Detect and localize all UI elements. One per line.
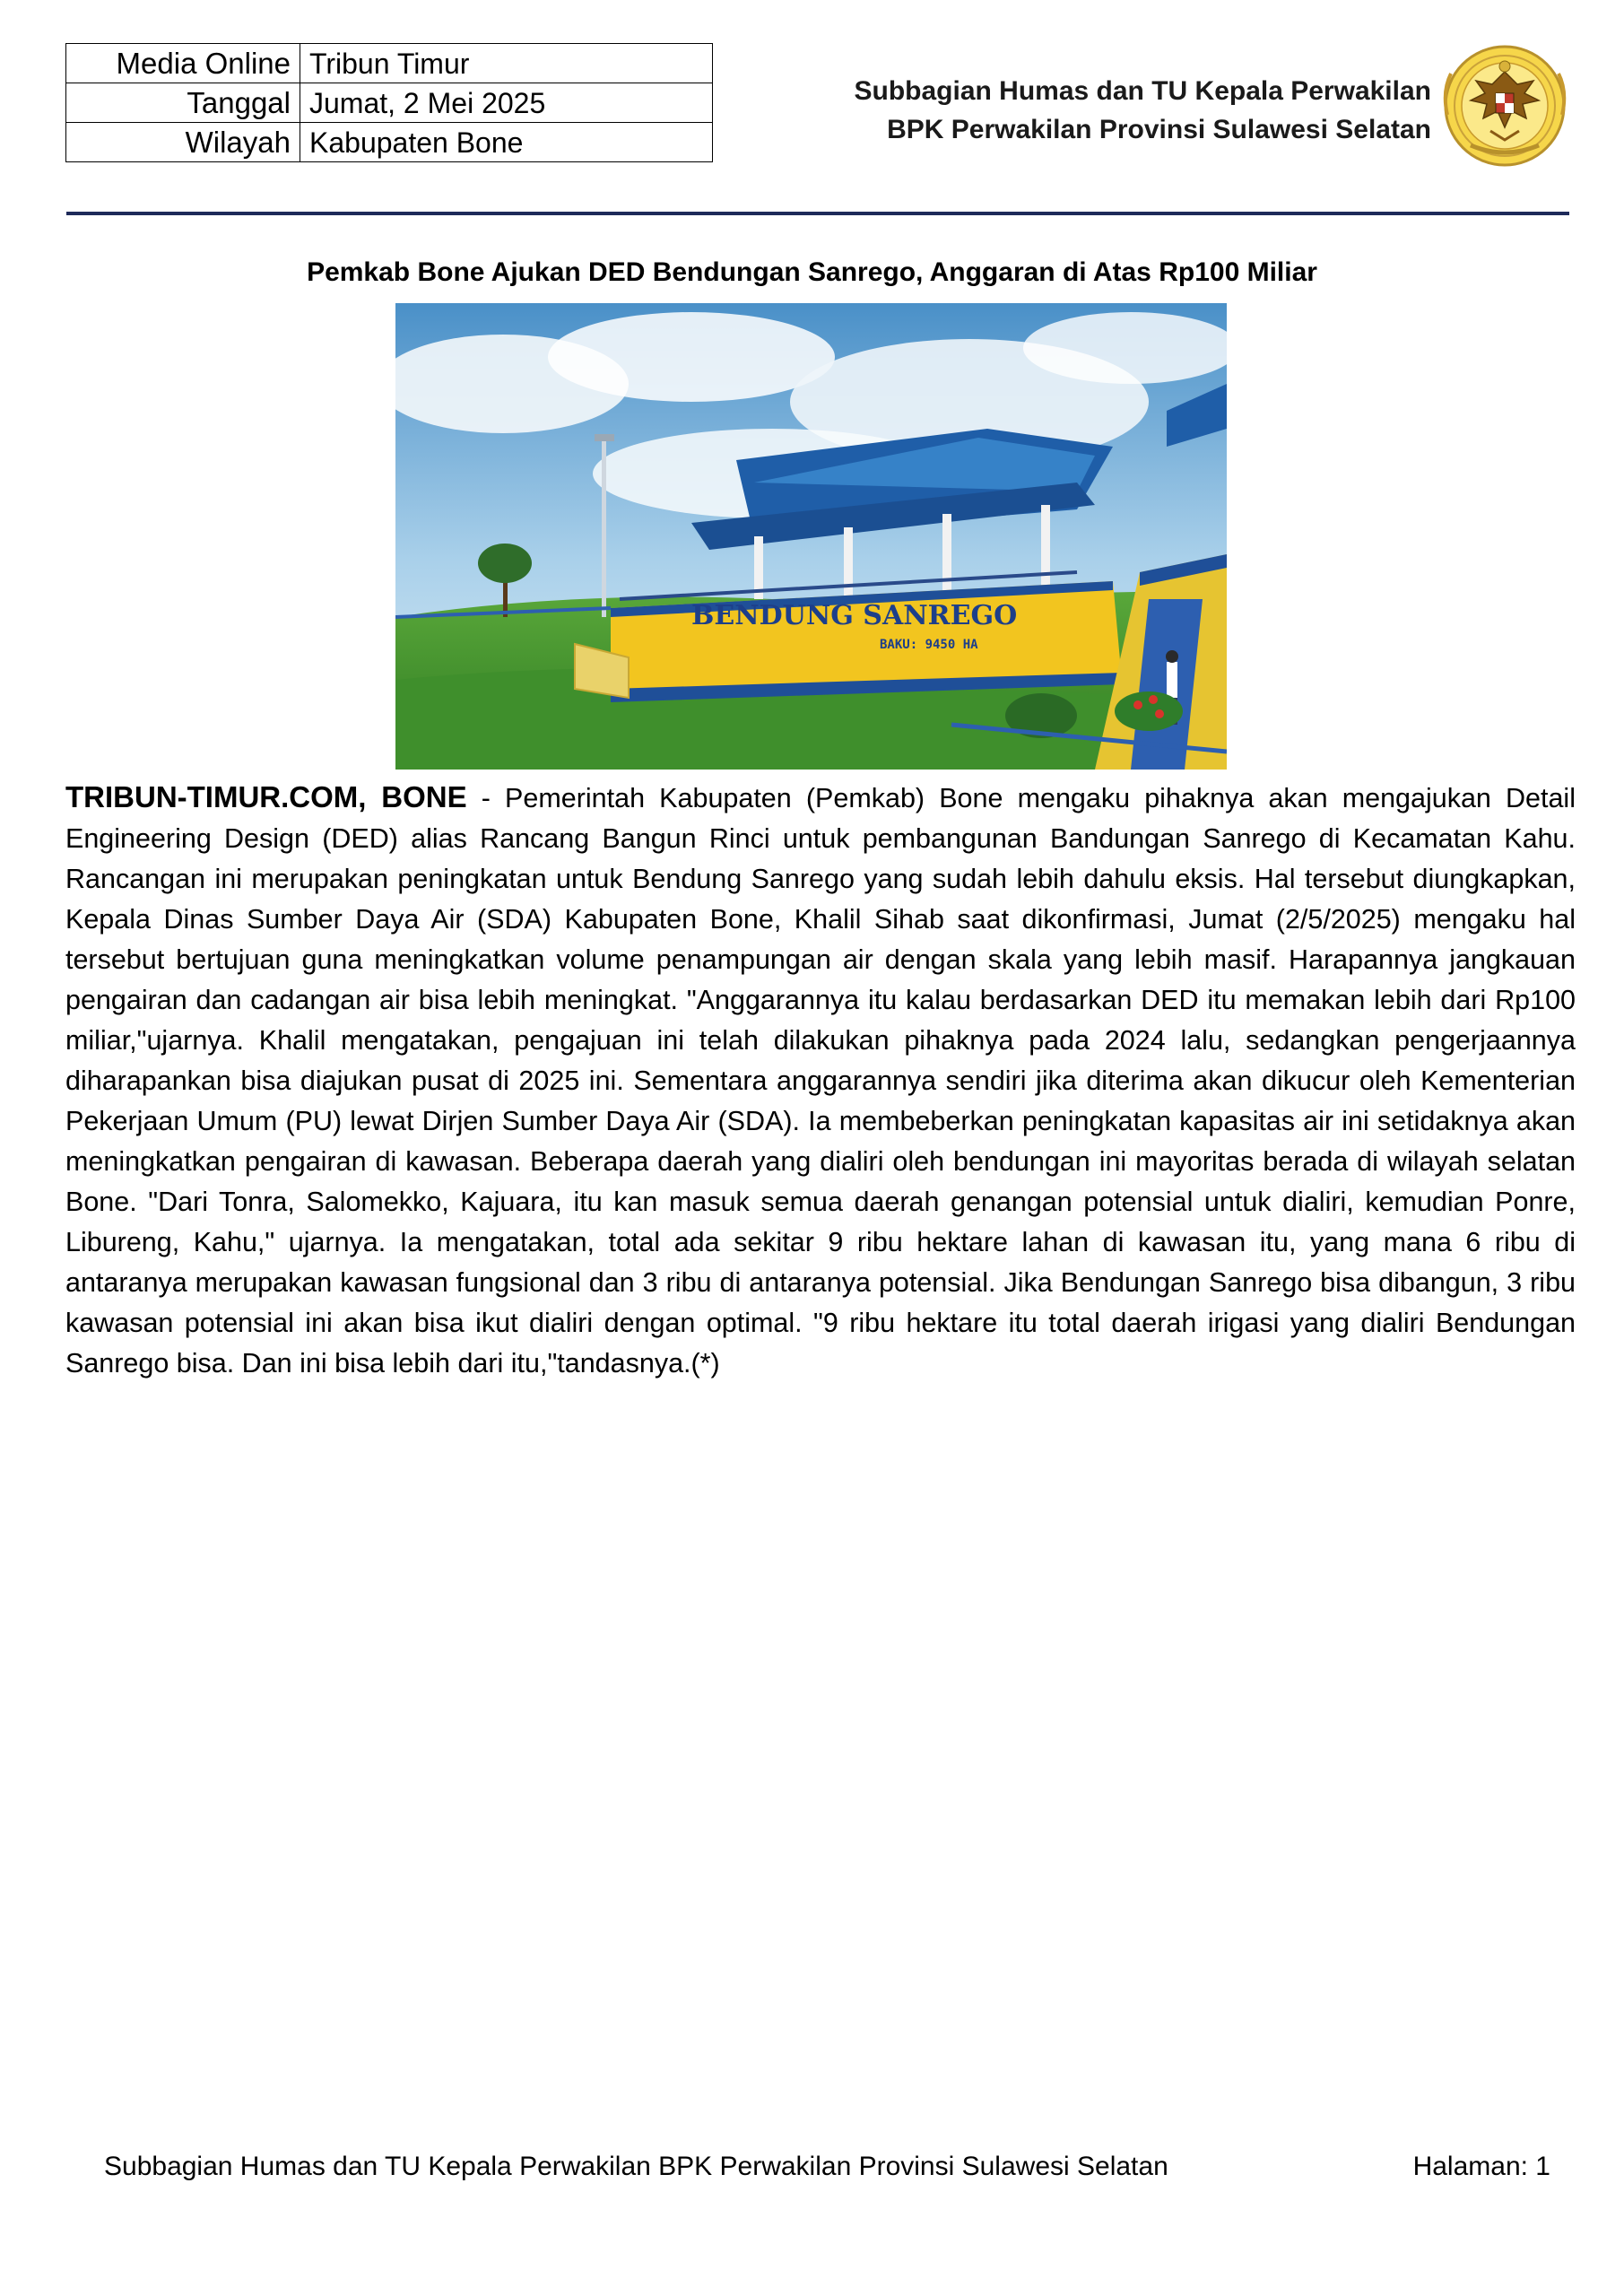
metadata-table bbox=[65, 43, 713, 162]
metadata-row-date bbox=[66, 83, 713, 123]
metadata-row-media bbox=[66, 44, 713, 83]
metadata-label: Wilayah bbox=[66, 123, 300, 162]
article-title: Pemkab Bone Ajukan DED Bendungan Sanrego, Anggaran di Atas Rp100 Miliar bbox=[307, 257, 1317, 287]
organization-header bbox=[854, 72, 1431, 149]
metadata-value: Kabupaten Bone bbox=[300, 123, 713, 162]
organization-line-2: BPK Perwakilan Provinsi Sulawesi Selatan bbox=[887, 115, 1431, 144]
metadata-label: Media Online bbox=[66, 44, 300, 83]
header-divider bbox=[66, 212, 1569, 215]
bpk-emblem-icon bbox=[1435, 38, 1575, 172]
article-dateline: TRIBUN-TIMUR.COM, BONE bbox=[65, 780, 467, 813]
article-photo bbox=[395, 303, 1227, 770]
article-text: - Pemerintah Kabupaten (Pemkab) Bone mengaku pihaknya akan mengajukan Detail Engineering Design (DED) alias Rancang Bangun Rinci untuk pembangunan Bandungan Sanrego di Kecamatan Kahu. Rancangan ini merupakan peningkatan untuk Bendung Sanrego yang sudah lebih dahulu eksis. Hal tersebut diungkapkan, Kepala Dinas Sumber Daya Air (SDA) Kabupaten Bone, Khalil Sihab saat dikonfirmasi, Jumat (2/5/2025) mengaku hal tersebut bertujuan guna meningkatkan volume penampungan air dengan skala yang lebih masif. Harapannya jangkauan pengairan dan cadangan air bisa lebih meningkat. "Anggarannya itu kalau berdasarkan DED itu memakan lebih dari Rp100 miliar,"ujarnya. Khalil mengatakan, pengajuan ini telah dilakukan pihaknya pada 2024 lalu, sedangkan pengerjaannya diharapankan bisa diajukan pusat di 2025 ini. Sementara anggarannya sendiri jika diterima akan dikucur oleh Kementerian Pekerjaan Umum (PU) lewat Dirjen Sumber Daya Air (SDA). Ia membeberkan peningkatan kapasitas air ini setidaknya akan meningkatkan pengairan di kawasan. Beberapa daerah yang dialiri oleh bendungan ini mayoritas berada di wilayah selatan Bone. "Dari Tonra, Salomekko, Kajuara, itu kan masuk semua daerah genangan potensial untuk dialiri, kemudian Ponre, Libureng, Kahu," ujarnya. Ia mengatakan, total ada sekitar 9 ribu hektare lahan di kawasan itu, yang mana 6 ribu di antaranya merupakan kawasan fungsional dan 3 ribu di antaranya potensial. Jika Bendungan Sanrego bisa dibangun, 3 ribu kawasan potensial ini akan bisa ikut dialiri dengan optimal. "9 ribu hektare itu total daerah irigasi yang dialiri Bendungan Sanrego bisa. Dan ini bisa lebih dari itu,"tandasnya.(*) bbox=[65, 783, 1576, 1378]
metadata-row-region bbox=[66, 123, 713, 162]
article-body bbox=[65, 777, 1576, 1384]
footer-organization: Subbagian Humas dan TU Kepala Perwakilan BPK Perwakilan Provinsi Sulawesi Selatan bbox=[104, 2152, 1168, 2181]
metadata-value: Tribun Timur bbox=[300, 44, 713, 83]
metadata-value: Jumat, 2 Mei 2025 bbox=[300, 83, 713, 123]
page-number: Halaman: 1 bbox=[1412, 2152, 1550, 2181]
sign-subtitle: BAKU: 9450 HA bbox=[880, 638, 978, 652]
organization-line-1: Subbagian Humas dan TU Kepala Perwakilan bbox=[854, 76, 1431, 106]
sign-title: BENDUNG SANREGO bbox=[691, 600, 1018, 631]
metadata-label: Tanggal bbox=[66, 83, 300, 123]
